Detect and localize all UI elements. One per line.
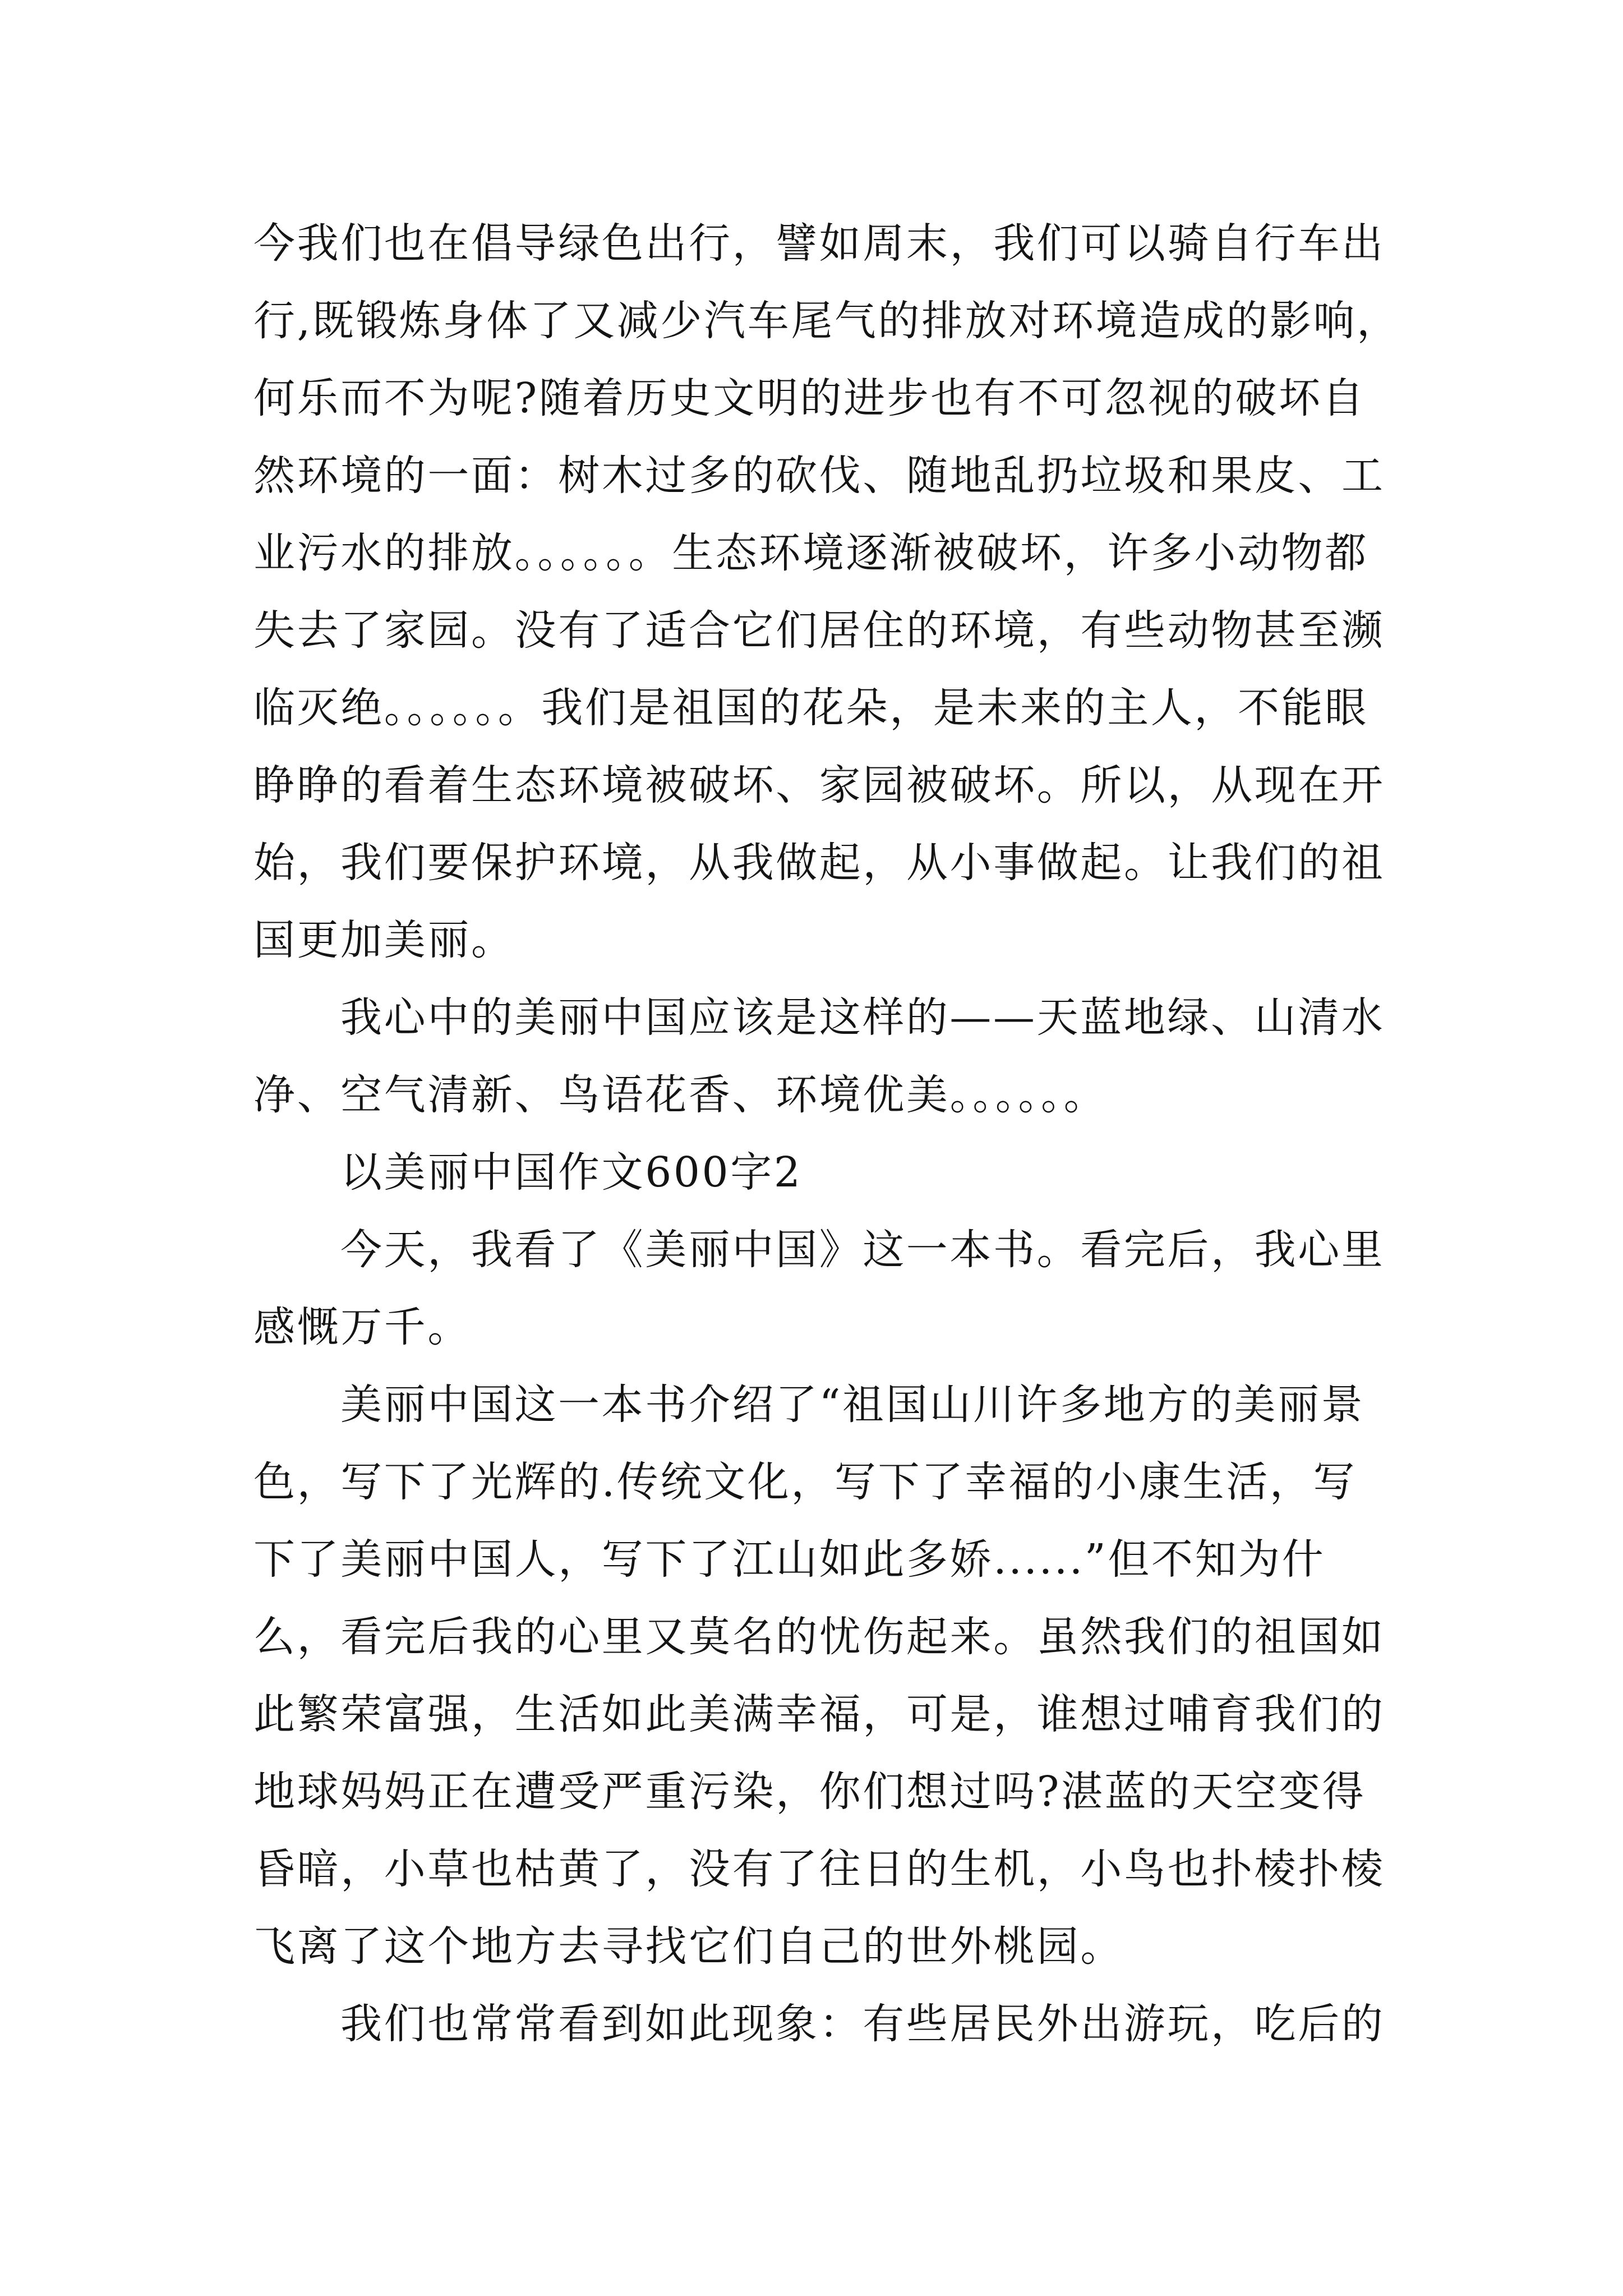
paragraph-first-line: 我心中的美丽中国应该是这样的——天蓝地绿、山清水 (340, 993, 1385, 1042)
text-line: 昏暗，小草也枯黄了，没有了往日的生机，小鸟也扑棱扑棱 (253, 1845, 1385, 1893)
text-line: 今我们也在倡导绿色出行，譬如周末，我们可以骑自行车出 (253, 219, 1385, 268)
document-body (253, 205, 1588, 2063)
text-line: 然环境的一面：树木过多的砍伐、随地乱扔垃圾和果皮、工 (253, 452, 1385, 500)
text-line: 飞离了这个地方去寻找它们自己的世外桃园。 (253, 1922, 1124, 1971)
text-line: 国更加美丽。 (253, 916, 515, 964)
text-line: 下了美丽中国人，写下了江山如此多娇......”但不知为什 (253, 1535, 1326, 1584)
text-line: 地球妈妈正在遭受严重污染，你们想过吗?湛蓝的天空变得 (253, 1768, 1366, 1816)
text-line: 何乐而不为呢?随着历史文明的进步也有不可忽视的破坏自 (253, 374, 1366, 422)
paragraph-first-line: 我们也常常看到如此现象：有些居民外出游玩，吃后的 (340, 2000, 1385, 2048)
text-line: 始，我们要保护环境，从我做起，从小事做起。让我们的祖 (253, 839, 1385, 887)
text-line: 行,既锻炼身体了又减少汽车尾气的排放对环境造成的影响， (253, 297, 1400, 345)
text-line: 临灭绝。。。。。。我们是祖国的花朵，是未来的主人，不能眼 (253, 684, 1368, 732)
section-heading: 以美丽中国作文600字2 (340, 1148, 803, 1197)
text-line: 失去了家园。没有了适合它们居住的环境，有些动物甚至濒 (253, 606, 1385, 655)
text-line: 此繁荣富强，生活如此美满幸福，可是，谁想过哺育我们的 (253, 1690, 1385, 1738)
text-line: 感慨万千。 (253, 1303, 471, 1351)
text-line: 么，看完后我的心里又莫名的忧伤起来。虽然我们的祖国如 (253, 1613, 1385, 1661)
paragraph-first-line: 美丽中国这一本书介绍了“祖国山川许多地方的美丽景 (340, 1381, 1365, 1429)
text-line: 净、空气清新、鸟语花香、环境优美。。。。。。 (253, 1071, 1108, 1119)
text-line: 色，写下了光辉的.传统文化，写下了幸福的小康生活，写 (253, 1458, 1357, 1506)
text-line: 业污水的排放。。。。。。生态环境逐渐被破坏，许多小动物都 (253, 529, 1368, 577)
text-line: 睁睁的看着生态环境被破坏、家园被破坏。所以，从现在开 (253, 761, 1385, 809)
paragraph-first-line: 今天，我看了《美丽中国》这一本书。看完后，我心里 (340, 1226, 1385, 1274)
